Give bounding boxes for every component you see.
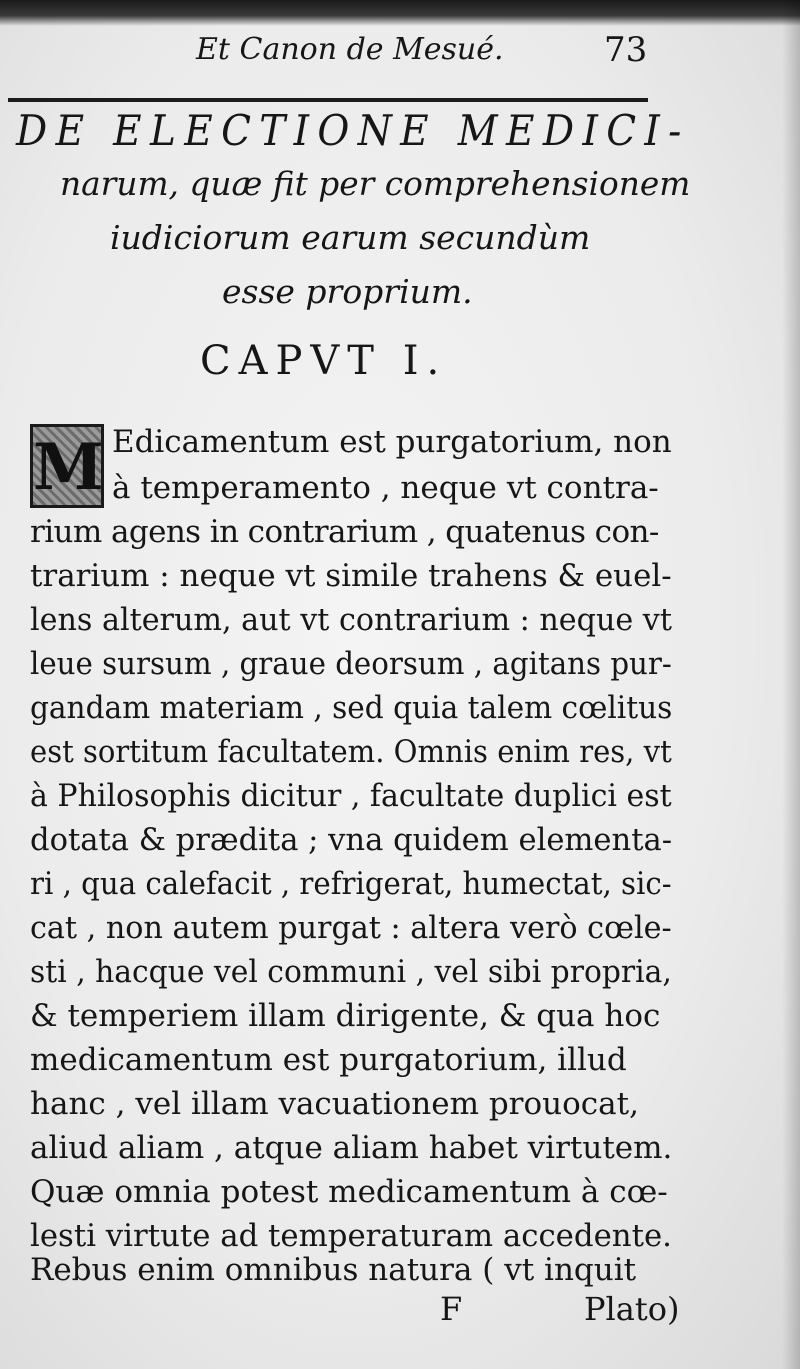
body-line: Rebus enim omnibus natura ( vt inquit: [30, 1252, 637, 1288]
page-header: [0, 28, 800, 78]
title-line: iudiciorum earum secundùm: [110, 218, 591, 257]
body-line: sti , hacque vel communi , vel sibi propria,: [30, 954, 672, 990]
chapter-heading: CAPVT I.: [200, 338, 448, 384]
scan-top-shadow: [0, 0, 800, 26]
body-line: lens alterum, aut vt contrarium : neque vt: [30, 602, 672, 638]
header-rule: [8, 98, 648, 102]
title-line: DE ELECTIONE MEDICI-: [16, 106, 690, 155]
catchword: Plato): [584, 1290, 680, 1328]
body-line: à Philosophis dicitur , facultate duplici est: [30, 778, 672, 814]
body-line: ri , qua calefacit , refrigerat, humectat, sic-: [30, 866, 672, 902]
page-number: 73: [604, 30, 648, 70]
body-line: leue sursum , graue deorsum , agitans pur-: [30, 646, 672, 682]
body-line: & temperiem illam dirigente, & qua hoc: [30, 998, 661, 1034]
body-line: est sortitum facultatem. Omnis enim res, vt: [30, 734, 672, 770]
initial-letter: M: [33, 430, 104, 505]
body-line: medicamentum est purgatorium, illud: [30, 1042, 627, 1078]
signature-mark: F: [440, 1290, 463, 1328]
body-line: hanc , vel illam vacuationem prouocat,: [30, 1086, 639, 1122]
body-line: Edicamentum est purgatorium, non: [112, 424, 672, 460]
body-line: aliud aliam , atque aliam habet virtutem.: [30, 1130, 673, 1166]
body-line: gandam materiam , sed quia talem cœlitus: [30, 690, 673, 726]
body-line: cat , non autem purgat : altera verò cœle-: [30, 910, 672, 946]
body-line: dotata & prædita ; vna quidem elementa-: [30, 822, 673, 858]
title-line: narum, quæ fit per comprehensionem: [60, 164, 691, 203]
scan-right-edge: [782, 0, 800, 1369]
body-line: trarium : neque vt simile trahens & euel-: [30, 558, 672, 594]
body-line: lesti virtute ad temperaturam accedente.: [30, 1218, 672, 1254]
running-title: Et Canon de Mesué.: [196, 32, 504, 67]
body-line: à temperamento , neque vt contra-: [112, 470, 659, 506]
decorated-initial: [30, 424, 104, 508]
body-line: Quæ omnia potest medicamentum à cœ-: [30, 1174, 668, 1210]
body-line: rium agens in contrarium , quatenus con-: [30, 514, 659, 550]
title-line: esse proprium.: [222, 272, 473, 311]
